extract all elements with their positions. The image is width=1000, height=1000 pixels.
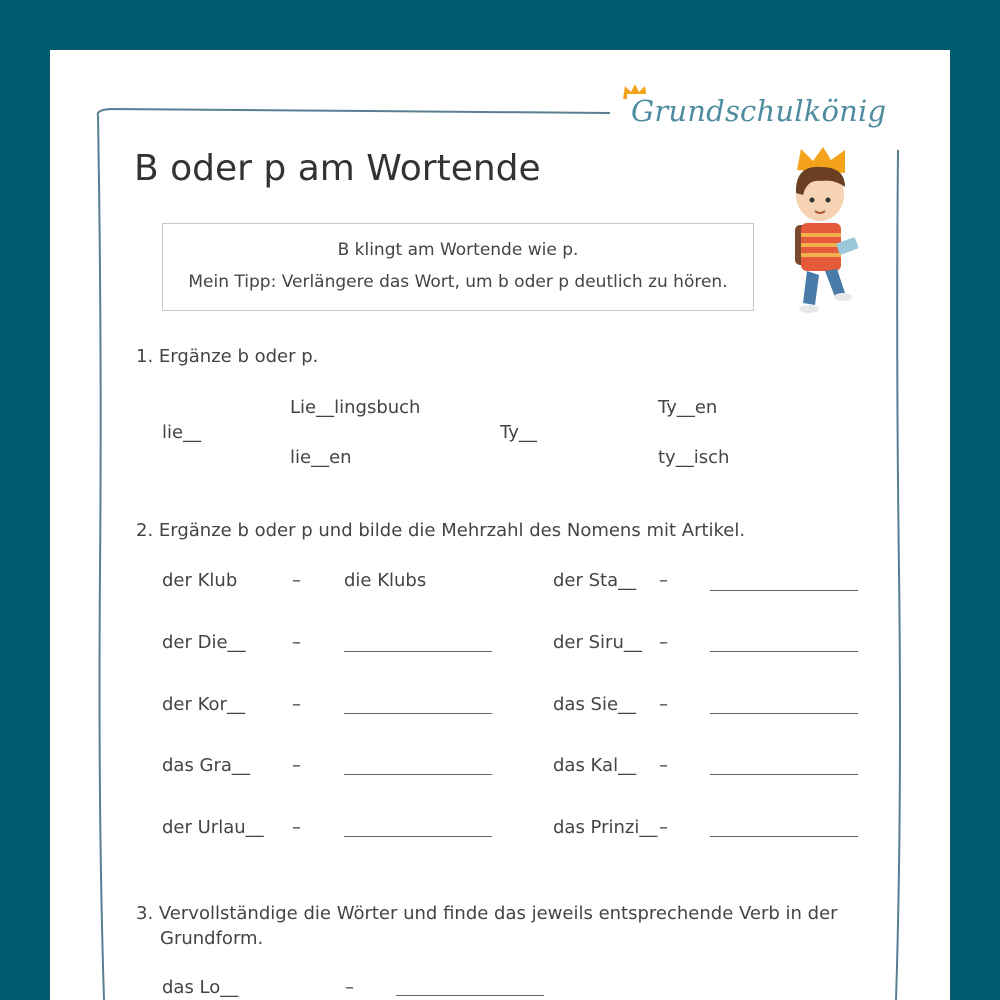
task1-instruction: 1. Ergänze b oder p. — [136, 346, 319, 367]
dash: – — [659, 755, 668, 776]
task1-word: ty__isch — [658, 447, 730, 468]
brand-logo: Grundschulkönig — [627, 94, 890, 128]
task2-instruction: 2. Ergänze b oder p und bilde die Mehrzahl des Nomens mit Artikel. — [136, 520, 746, 541]
task3-instruction-line2: Grundform. — [160, 928, 264, 949]
answer-line[interactable] — [710, 836, 858, 837]
dash: – — [345, 977, 354, 998]
task2-right-noun: der Siru__ — [553, 632, 642, 653]
dash: – — [292, 632, 301, 653]
dash: – — [659, 570, 668, 591]
example-answer: die Klubs — [344, 570, 427, 591]
answer-line[interactable] — [710, 651, 858, 652]
task3-word: das Lo__ — [162, 977, 239, 998]
tip-box — [162, 223, 754, 311]
worksheet-page — [50, 50, 950, 1000]
task2-left-noun: das Gra__ — [162, 755, 250, 776]
dash: – — [292, 755, 301, 776]
task2-left-noun: der Urlau__ — [162, 817, 264, 838]
task2-right-noun: das Prinzi__ — [553, 817, 658, 838]
task2-left-noun: der Klub — [162, 570, 238, 591]
answer-line[interactable] — [710, 590, 858, 591]
task3-instruction-line1: 3. Vervollständige die Wörter und finde das jeweils entsprechende Verb in der — [136, 903, 838, 924]
page-title: B oder p am Wortende — [134, 148, 541, 189]
task2-right-noun: der Sta__ — [553, 570, 637, 591]
task2-left-noun: der Die__ — [162, 632, 246, 653]
answer-line[interactable] — [710, 713, 858, 714]
dash: – — [292, 570, 301, 591]
answer-line[interactable] — [344, 713, 492, 714]
boy-with-crown-illustration — [775, 145, 870, 320]
tip-line-2: Mein Tipp: Verlängere das Wort, um b oder p deutlich zu hören. — [188, 272, 728, 292]
dash: – — [659, 694, 668, 715]
answer-line[interactable] — [344, 836, 492, 837]
dash: – — [292, 817, 301, 838]
task1-word: Ty__en — [658, 397, 718, 418]
dash: – — [292, 694, 301, 715]
task1-word: Lie__lingsbuch — [290, 397, 421, 418]
dash: – — [659, 632, 668, 653]
task1-word: Ty__ — [500, 422, 537, 443]
answer-line[interactable] — [344, 651, 492, 652]
dash: – — [659, 817, 668, 838]
answer-line[interactable] — [344, 774, 492, 775]
task1-word: lie__ — [162, 422, 202, 443]
task2-right-noun: das Kal__ — [553, 755, 637, 776]
tip-line-1: B klingt am Wortende wie p. — [337, 240, 579, 260]
task2-right-noun: das Sie__ — [553, 694, 637, 715]
task2-left-noun: der Kor__ — [162, 694, 245, 715]
answer-line[interactable] — [396, 995, 544, 996]
answer-line[interactable] — [710, 774, 858, 775]
task1-word: lie__en — [290, 447, 352, 468]
